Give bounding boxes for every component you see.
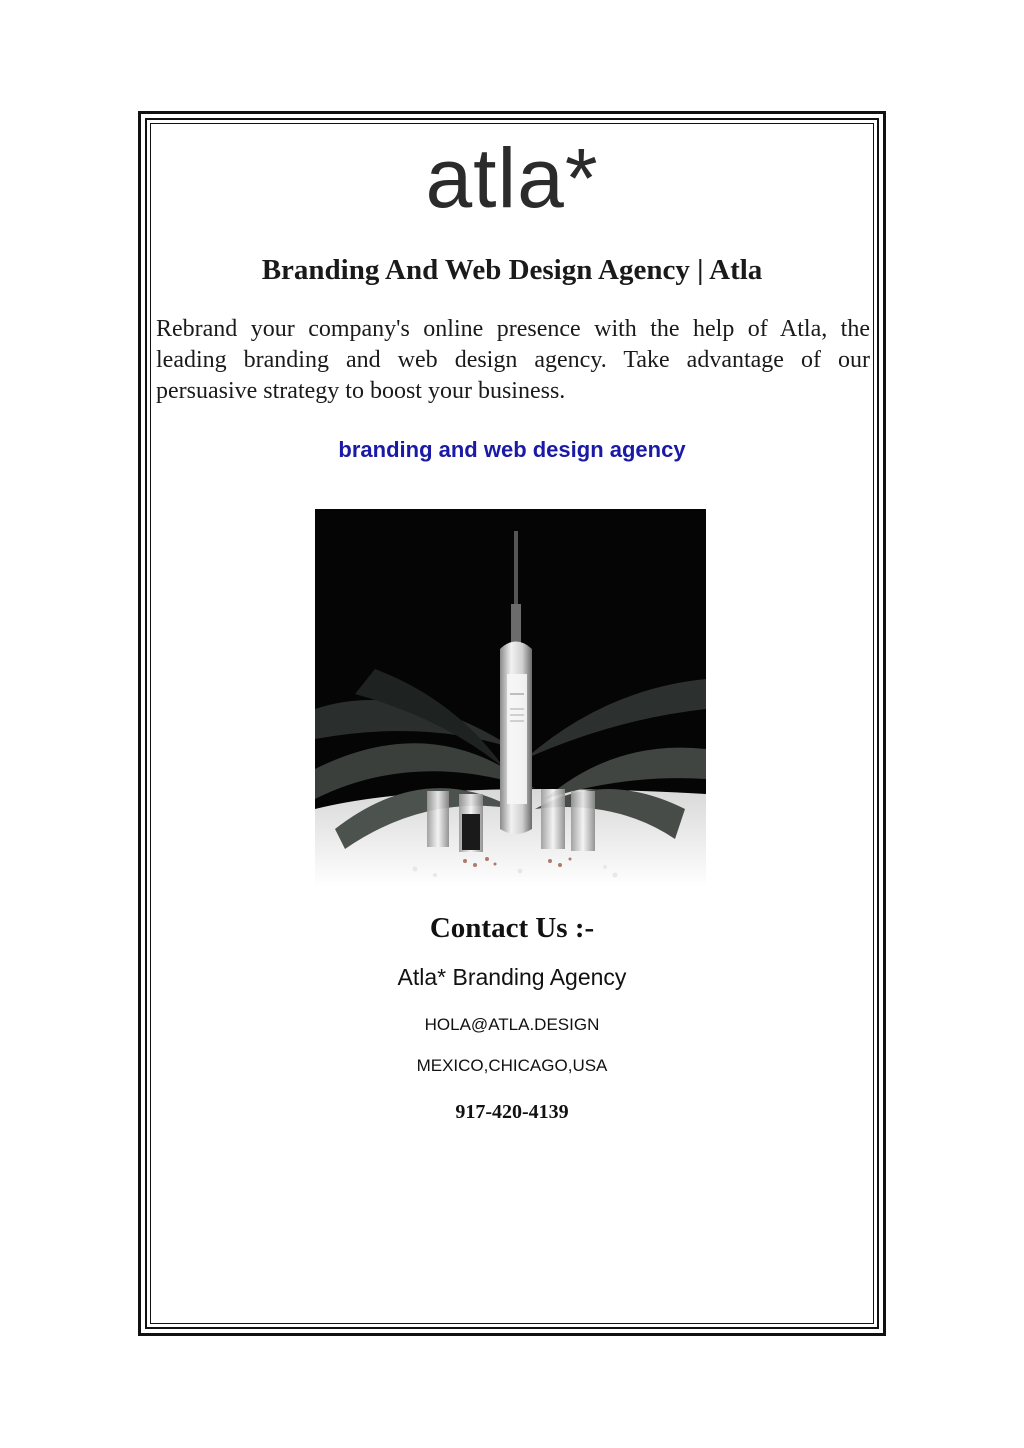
atla-logo: atla* — [425, 131, 599, 225]
product-photo-illustration — [315, 509, 706, 887]
contact-heading: Contact Us :- — [429, 912, 595, 944]
contact-phone: 917-420-4139 — [455, 1101, 569, 1123]
branding-agency-link[interactable]: branding and web design agency — [338, 437, 686, 462]
description-text: Rebrand your company's online presence with the help of Atla, the leading branding and web design agency. Take advantage of our persuasive strategy to boost your business. — [156, 316, 870, 404]
agency-name: Atla* Branding Agency — [397, 964, 627, 990]
contact-locations: MEXICO,CHICAGO,USA — [416, 1056, 608, 1075]
page-title: Branding And Web Design Agency | Atla — [261, 254, 763, 286]
contact-email: HOLA@ATLA.DESIGN — [424, 1015, 600, 1034]
product-photo — [315, 509, 706, 887]
